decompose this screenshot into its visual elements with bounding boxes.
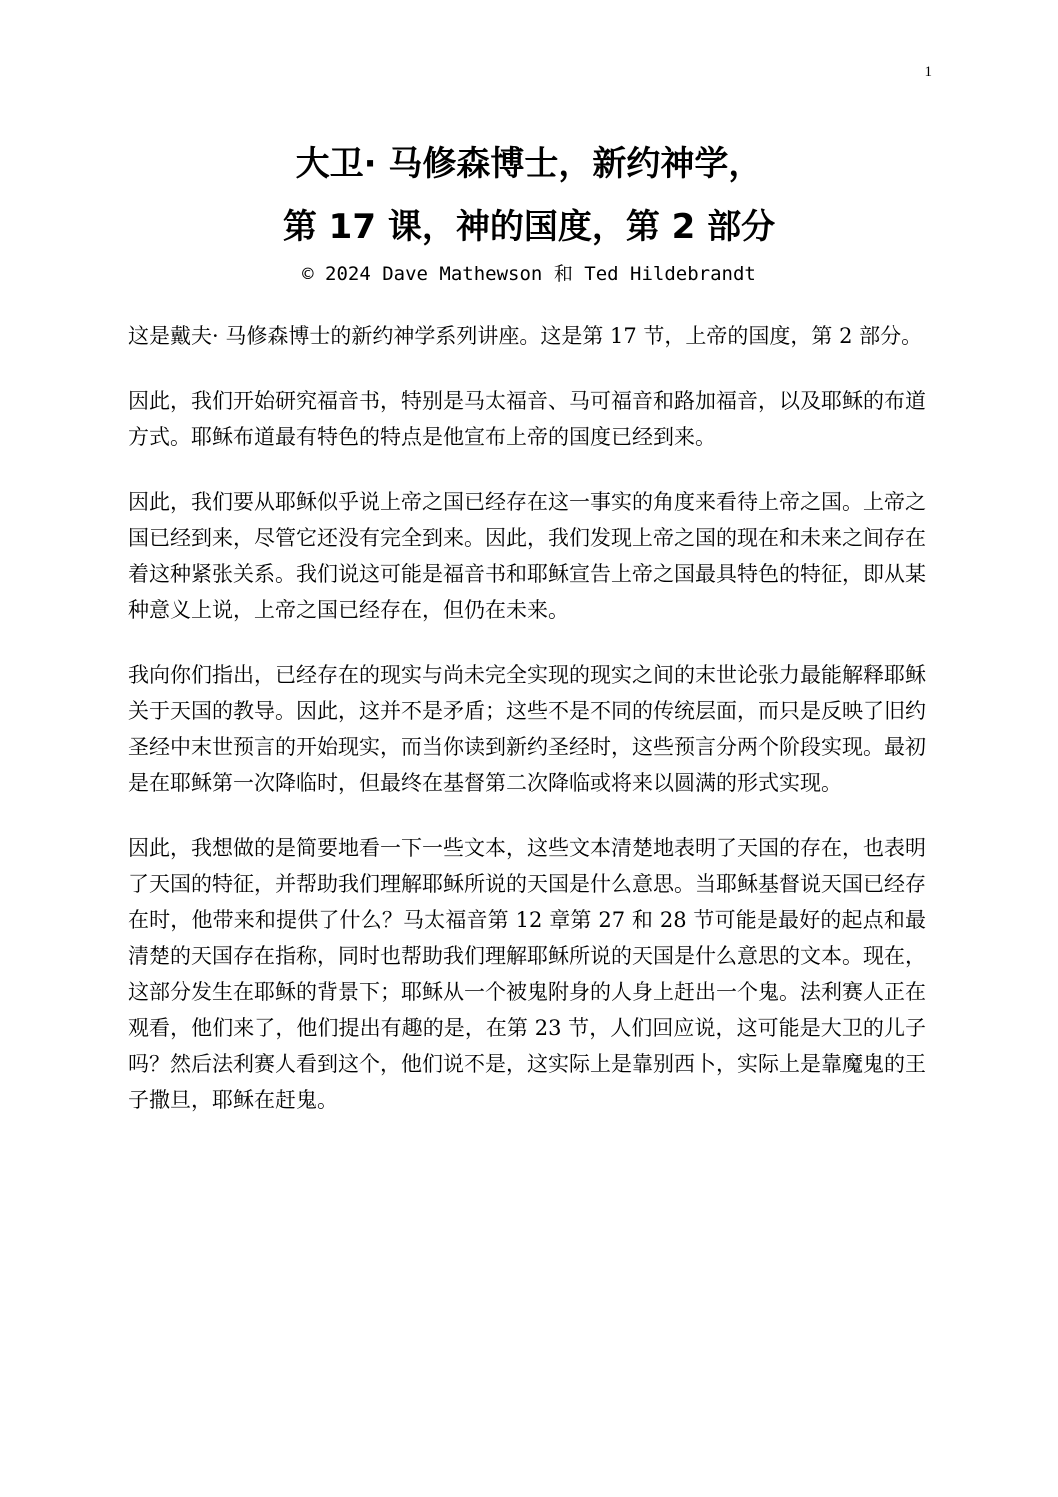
- paragraph-4: 我向你们指出，已经存在的现实与尚未完全实现的现实之间的末世论张力最能解释耶稣关于天国的教导。因此，这并不是矛盾；这些不是不同的传统层面，而只是反映了旧约圣经中末世预言的开始现实，而当你读到新约圣经时，这些预言分两个阶段实现。最初是在耶稣第一次降临时，但最终在基督第二次降临或将来以圆满的形式实现。: [128, 663, 926, 795]
- paragraph-2: 因此，我们开始研究福音书，特别是马太福音、马可福音和路加福音，以及耶稣的布道方式。耶稣布道最有特色的特点是他宣布上帝的国度已经到来。: [128, 389, 926, 449]
- document-title-line-2: 第 17 课，神的国度，第 2 部分: [282, 207, 776, 247]
- page-number: 1: [924, 64, 932, 80]
- paragraph-5: 因此，我想做的是简要地看一下一些文本，这些文本清楚地表明了天国的存在，也表明了天国的特征，并帮助我们理解耶稣所说的天国是什么意思。当耶稣基督说天国已经存在时，他带来和提供了什么？马太福音第 12 章第 27 和 28 节可能是最好的起点和最清楚的天国存在指称，同时也帮助我们理解耶稣所说的天国是什么意思的文本。现在，这部分发生在耶稣的背景下；耶稣从一个被鬼附身的人身上赶出一个鬼。法利赛人正在观看，他们来了，他们提出有趣的是，在第 23 节，人们回应说，这可能是大卫的儿子吗？然后法利赛人看到这个，他们说不是，这实际上是靠别西卜，实际上是靠魔鬼的王子撒旦，耶稣在赶鬼。: [128, 836, 926, 1112]
- copyright-line: © 2024 Dave Mathewson 和 Ted Hildebrandt: [302, 263, 756, 285]
- document-title-line-1: 大卫· 马修森博士，新约神学，: [295, 144, 763, 184]
- document-body: [128, 318, 926, 1147]
- paragraph-1: 这是戴夫· 马修森博士的新约神学系列讲座。这是第 17 节，上帝的国度，第 2 部分。: [128, 324, 923, 348]
- paragraph-3: 因此，我们要从耶稣似乎说上帝之国已经存在这一事实的角度来看待上帝之国。上帝之国已经到来，尽管它还没有完全到来。因此，我们发现上帝之国的现在和未来之间存在着这种紧张关系。我们说这可能是福音书和耶稣宣告上帝之国最具特色的特征，即从某种意义上说，上帝之国已经存在，但仍在未来。: [128, 490, 926, 622]
